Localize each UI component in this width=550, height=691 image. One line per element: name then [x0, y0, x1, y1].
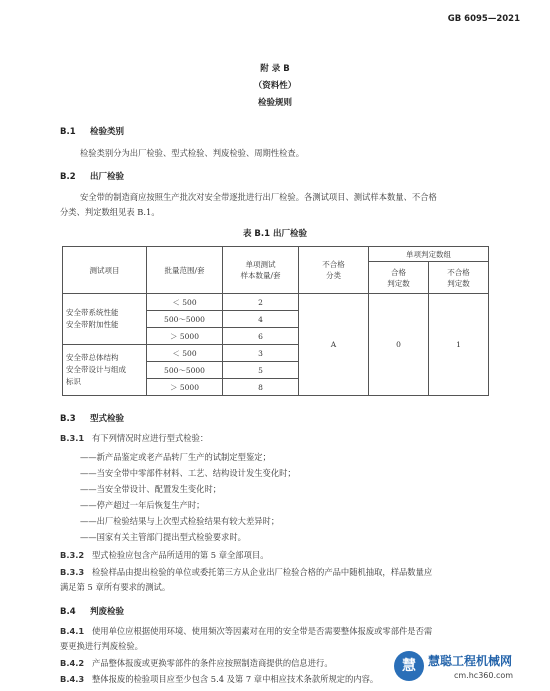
clause-number: B.3.2 — [60, 550, 85, 560]
section-title: 出厂检验 — [90, 172, 125, 182]
watermark-url: cm.hc360.com — [454, 671, 514, 680]
clause-text: 有下列情况时应进行型式检验： — [92, 433, 209, 443]
annex-title: 附 录 B — [260, 64, 290, 74]
header-text: 判定数 — [387, 278, 410, 288]
header-text: 不合格 — [322, 260, 345, 269]
batch-cell: ＞ 5000 — [147, 379, 223, 396]
list-item: ——停产超过一年后恢复生产时； — [80, 500, 205, 510]
pass-cell: 0 — [369, 294, 429, 396]
header-text: 判定数 — [447, 278, 470, 288]
group-text: 安全带系统性能 — [66, 308, 119, 317]
list-item: ——当安全带设计、配置发生变化时； — [80, 484, 222, 494]
clause-b32 — [60, 549, 269, 561]
clause-b31 — [60, 432, 208, 444]
batch-cell: 500～5000 — [147, 362, 223, 379]
clause-number: B.4.1 — [60, 626, 85, 636]
section-title: 检验类别 — [90, 127, 125, 137]
group-text: 安全带设计与组成 — [66, 365, 126, 374]
clause-number: B.3.1 — [60, 433, 85, 443]
class-cell: A — [299, 294, 369, 396]
section-number: B.3 — [60, 414, 76, 424]
table-caption: 表 B.1 出厂检验 — [242, 229, 308, 239]
header-text: 不合格 — [447, 267, 470, 277]
header-cell-failclass — [299, 247, 369, 294]
paragraph: 安全带的制造商应按照生产批次对安全带逐批进行出厂检验。各测试项目、测试样本数量、不合格 — [80, 192, 437, 202]
watermark — [394, 647, 544, 687]
watermark-name: 慧聪工程机械网 — [428, 654, 513, 668]
header-cell-pass — [369, 262, 429, 294]
section-number: B.2 — [60, 172, 76, 182]
section-heading-b3 — [60, 412, 124, 424]
clause-continued: 满足第 5 章所有要求的测试。 — [60, 582, 171, 592]
clause-text: 使用单位应根据使用环境、使用频次等因素对在用的安全带是否需要整体报废或零部件是否需 — [92, 626, 433, 636]
clause-b42 — [60, 657, 333, 669]
clause-number: B.3.3 — [60, 567, 85, 577]
clause-text: 检验样品由提出检验的单位或委托第三方从企业出厂检验合格的产品中随机抽取，样品数量应 — [92, 567, 433, 577]
list-item: ——出厂检验结果与上次型式检验结果有较大差异时； — [80, 516, 280, 526]
header-text: 单项测试 — [245, 260, 276, 269]
sample-cell: 6 — [223, 328, 299, 345]
group-text: 安全带附加性能 — [66, 320, 119, 329]
sample-cell: 3 — [223, 345, 299, 362]
sample-cell: 8 — [223, 379, 299, 396]
clause-text: 产品整体报废或更换零部件的条件应按照制造商提供的信息进行。 — [92, 658, 333, 668]
batch-cell: ＜ 500 — [147, 294, 223, 311]
batch-cell: ＞ 5000 — [147, 328, 223, 345]
section-title: 判废检验 — [90, 607, 125, 617]
paragraph: 检验类别分为出厂检验、型式检验、判废检验、周期性检查。 — [80, 148, 305, 158]
header-cell-judge: 单项判定数组 — [369, 247, 489, 262]
clause-number: B.4.3 — [60, 674, 85, 684]
list-item: ——国家有关主管部门提出型式检验要求时。 — [80, 532, 246, 542]
table-group-cell — [63, 345, 147, 396]
clause-b33 — [60, 566, 432, 578]
nopass-cell: 1 — [429, 294, 489, 396]
section-number: B.4 — [60, 607, 76, 617]
standard-number: GB 6095—2021 — [447, 14, 520, 24]
header-text: 样本数量/套 — [240, 271, 281, 280]
section-heading-b2 — [60, 170, 124, 182]
table-group-cell — [63, 294, 147, 345]
sample-cell: 2 — [223, 294, 299, 311]
batch-cell: ＜ 500 — [147, 345, 223, 362]
inspection-table — [62, 246, 489, 396]
section-title: 型式检验 — [90, 414, 125, 424]
clause-continued: 要更换进行判废检验。 — [60, 641, 143, 651]
clause-number: B.4.2 — [60, 658, 85, 668]
header-cell-batch: 批量范围/套 — [147, 247, 223, 294]
header-cell-item: 测试项目 — [63, 247, 147, 294]
group-text: 标识 — [66, 377, 81, 386]
clause-text: 型式检验应包含产品所适用的第 5 章全部项目。 — [92, 550, 269, 560]
section-heading-b1 — [60, 125, 124, 137]
clause-b41 — [60, 625, 432, 637]
annex-note: （资料性） — [253, 81, 297, 91]
list-item: ——当安全带中零部件材料、工艺、结构设计发生变化时； — [80, 468, 296, 478]
annex-subject: 检验规则 — [257, 98, 292, 108]
group-text: 安全带总体结构 — [66, 353, 119, 362]
section-number: B.1 — [60, 127, 76, 137]
sample-cell: 4 — [223, 311, 299, 328]
paragraph-continued: 分类、判定数组见表 B.1。 — [60, 207, 160, 217]
clause-text: 整体报废的检验项目应至少包含 5.4 及第 7 章中相应技术条款所规定的内容。 — [92, 674, 379, 684]
header-cell-sample — [223, 247, 299, 294]
header-cell-nopass — [429, 262, 489, 294]
section-heading-b4 — [60, 605, 124, 617]
header-text: 合格 — [391, 267, 406, 277]
batch-cell: 500～5000 — [147, 311, 223, 328]
clause-b43 — [60, 673, 378, 685]
header-text: 分类 — [326, 271, 341, 280]
watermark-logo-icon: 慧 — [394, 651, 424, 681]
list-item: ——新产品鉴定或老产品转厂生产的试制定型鉴定； — [80, 452, 271, 462]
sample-cell: 5 — [223, 362, 299, 379]
